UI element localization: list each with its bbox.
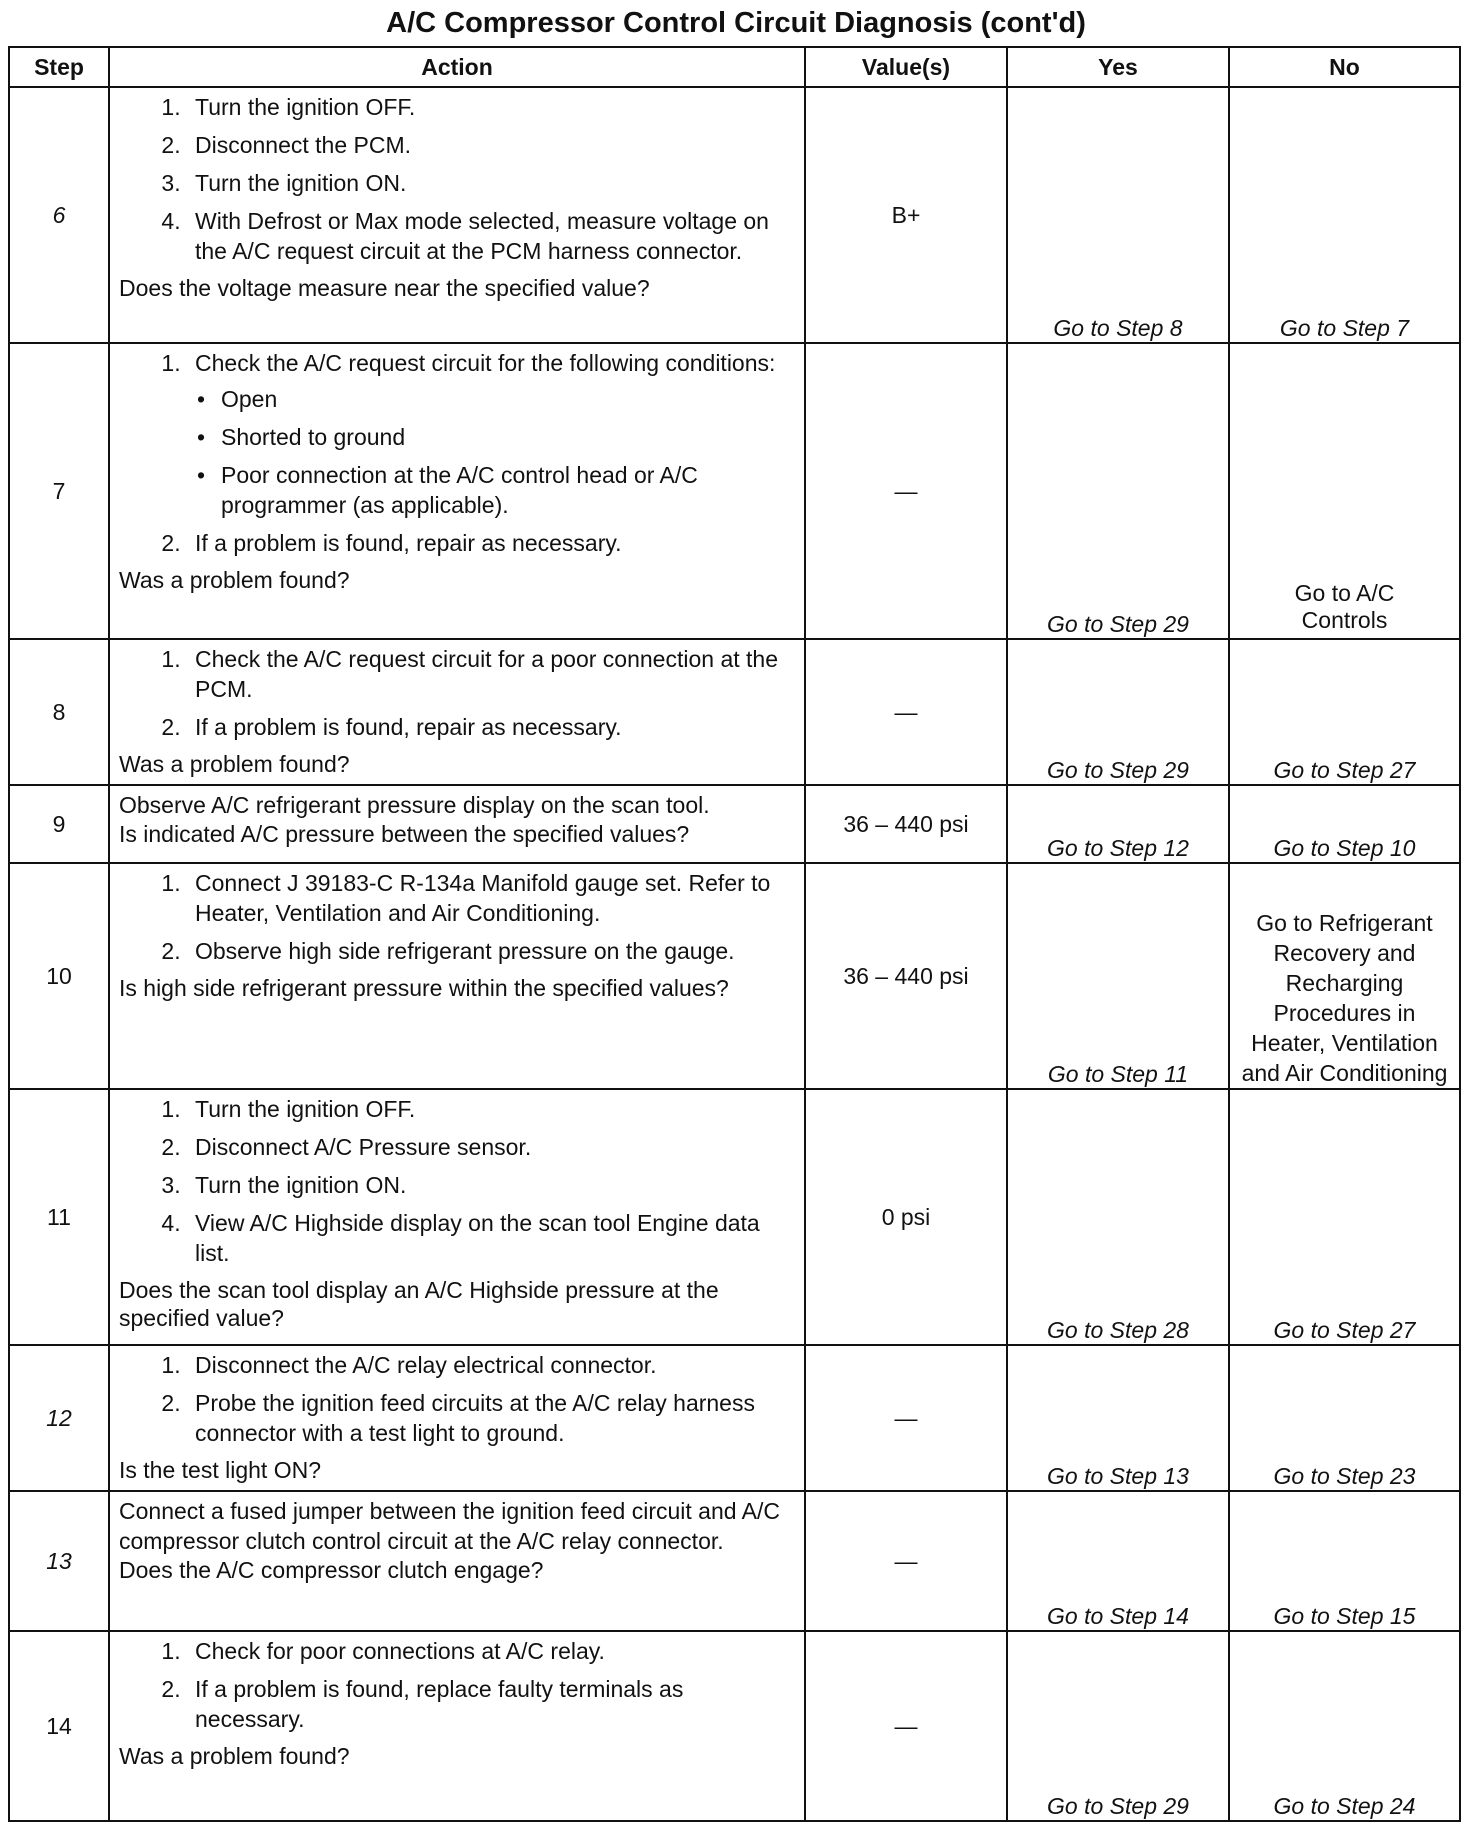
action-question: Does the voltage measure near the specified value? bbox=[119, 275, 650, 301]
table-row bbox=[9, 785, 1460, 863]
header-no: No bbox=[1229, 47, 1460, 87]
value-cell: 0 psi bbox=[805, 1089, 1007, 1345]
value-cell: — bbox=[805, 639, 1007, 785]
condition-item: • Open bbox=[195, 384, 799, 414]
table-row bbox=[9, 1491, 1460, 1631]
no-cell: Go to A/C Controls bbox=[1229, 343, 1460, 639]
value-cell: — bbox=[805, 343, 1007, 639]
header-action: Action bbox=[109, 47, 805, 87]
action-step: 4. With Defrost or Max mode selected, measure voltage on the A/C request circuit at the PCM harness connector. bbox=[187, 206, 799, 266]
yes-cell: Go to Step 13 bbox=[1007, 1345, 1229, 1491]
no-cell: Go to Step 10 bbox=[1229, 785, 1460, 863]
value-cell: 36 – 440 psi bbox=[805, 785, 1007, 863]
action-steps bbox=[115, 644, 799, 750]
action-step: 1. Disconnect the A/C relay electrical connector. bbox=[187, 1350, 799, 1380]
value-cell: — bbox=[805, 1631, 1007, 1821]
action-step: 2. If a problem is found, repair as necessary. bbox=[187, 712, 799, 742]
action-cell bbox=[109, 639, 805, 785]
action-cell bbox=[109, 343, 805, 639]
no-cell: Go to Step 27 bbox=[1229, 1089, 1460, 1345]
action-step: 2. If a problem is found, repair as necessary. bbox=[187, 528, 799, 558]
diagnosis-table bbox=[8, 46, 1461, 1822]
action-step: 1. Turn the ignition OFF. bbox=[187, 1094, 799, 1124]
page-title: A/C Compressor Control Circuit Diagnosis (cont'd) bbox=[386, 7, 1086, 39]
value-cell: — bbox=[805, 1345, 1007, 1491]
step-number: 14 bbox=[9, 1631, 109, 1821]
step-number: 6 bbox=[9, 87, 109, 343]
action-step: 3. Turn the ignition ON. bbox=[187, 168, 799, 198]
action-steps bbox=[115, 92, 799, 274]
condition-list bbox=[195, 384, 799, 520]
action-question: Is indicated A/C pressure between the specified values? bbox=[119, 821, 690, 847]
header-values: Value(s) bbox=[805, 47, 1007, 87]
action-step: 1. Check for poor connections at A/C relay. bbox=[187, 1636, 799, 1666]
action-cell bbox=[109, 863, 805, 1089]
action-steps bbox=[115, 1636, 799, 1742]
action-question: Was a problem found? bbox=[119, 567, 350, 593]
step-number: 7 bbox=[9, 343, 109, 639]
no-cell: Go to Step 7 bbox=[1229, 87, 1460, 343]
table-row bbox=[9, 1089, 1460, 1345]
table-row bbox=[9, 1631, 1460, 1821]
action-step: 2. Disconnect the PCM. bbox=[187, 130, 799, 160]
action-question: Was a problem found? bbox=[119, 751, 350, 777]
action-step-text: Check the A/C request circuit for the following conditions: bbox=[195, 350, 776, 376]
yes-cell: Go to Step 12 bbox=[1007, 785, 1229, 863]
action-cell bbox=[109, 1345, 805, 1491]
action-cell bbox=[109, 1089, 805, 1345]
action-cell bbox=[109, 1491, 805, 1631]
value-cell: 36 – 440 psi bbox=[805, 863, 1007, 1089]
action-step: 1. Connect J 39183-C R-134a Manifold gauge set. Refer to Heater, Ventilation and Air Conditioning. bbox=[187, 868, 799, 928]
action-step: 3. Turn the ignition ON. bbox=[187, 1170, 799, 1200]
step-number: 12 bbox=[9, 1345, 109, 1491]
action-step: 2. If a problem is found, replace faulty terminals as necessary. bbox=[187, 1674, 799, 1734]
action-question: Does the A/C compressor clutch engage? bbox=[119, 1557, 544, 1583]
header-step: Step bbox=[9, 47, 109, 87]
table-row bbox=[9, 87, 1460, 343]
action-step: 2. Observe high side refrigerant pressure on the gauge. bbox=[187, 936, 799, 966]
no-cell: Go to Refrigerant Recovery and Recharging Procedures in Heater, Ventilation and Air Conditioning bbox=[1229, 863, 1460, 1089]
action-steps bbox=[115, 1350, 799, 1456]
yes-cell: Go to Step 14 bbox=[1007, 1491, 1229, 1631]
yes-cell: Go to Step 29 bbox=[1007, 1631, 1229, 1821]
step-number: 10 bbox=[9, 863, 109, 1089]
condition-item: • Poor connection at the A/C control head or A/C programmer (as applicable). bbox=[195, 460, 799, 520]
action-step: 2. Disconnect A/C Pressure sensor. bbox=[187, 1132, 799, 1162]
action-cell bbox=[109, 1631, 805, 1821]
action-steps bbox=[115, 348, 799, 566]
no-cell: Go to Step 23 bbox=[1229, 1345, 1460, 1491]
value-cell: — bbox=[805, 1491, 1007, 1631]
yes-cell: Go to Step 28 bbox=[1007, 1089, 1229, 1345]
action-step: 1. Turn the ignition OFF. bbox=[187, 92, 799, 122]
value-cell: B+ bbox=[805, 87, 1007, 343]
action-question: Was a problem found? bbox=[119, 1743, 350, 1769]
action-question: Is the test light ON? bbox=[119, 1457, 321, 1483]
action-text: Observe A/C refrigerant pressure display on the scan tool. bbox=[119, 792, 710, 818]
condition-item: • Shorted to ground bbox=[195, 422, 799, 452]
action-question: Is high side refrigerant pressure within the specified values? bbox=[119, 975, 729, 1001]
yes-cell: Go to Step 8 bbox=[1007, 87, 1229, 343]
yes-cell: Go to Step 29 bbox=[1007, 639, 1229, 785]
header-row bbox=[9, 47, 1460, 87]
action-cell bbox=[109, 785, 805, 863]
yes-cell: Go to Step 29 bbox=[1007, 343, 1229, 639]
step-number: 13 bbox=[9, 1491, 109, 1631]
action-steps bbox=[115, 868, 799, 966]
no-cell: Go to Step 27 bbox=[1229, 639, 1460, 785]
header-yes: Yes bbox=[1007, 47, 1229, 87]
step-number: 11 bbox=[9, 1089, 109, 1345]
table-row bbox=[9, 1345, 1460, 1491]
action-step: 2. Probe the ignition feed circuits at the A/C relay harness connector with a test light to ground. bbox=[187, 1388, 799, 1448]
action-step: 4. View A/C Highside display on the scan tool Engine data list. bbox=[187, 1208, 799, 1268]
step-number: 8 bbox=[9, 639, 109, 785]
no-cell: Go to Step 24 bbox=[1229, 1631, 1460, 1821]
table-row bbox=[9, 343, 1460, 639]
action-text: Connect a fused jumper between the ignition feed circuit and A/C compressor clutch control circuit at the A/C relay connector. bbox=[119, 1498, 781, 1554]
yes-cell: Go to Step 11 bbox=[1007, 863, 1229, 1089]
action-question: Does the scan tool display an A/C Highside pressure at the specified value? bbox=[119, 1277, 719, 1331]
action-cell bbox=[109, 87, 805, 343]
step-number: 9 bbox=[9, 785, 109, 863]
action-steps bbox=[115, 1094, 799, 1276]
no-cell: Go to Step 15 bbox=[1229, 1491, 1460, 1631]
table-row bbox=[9, 863, 1460, 1089]
table-row bbox=[9, 639, 1460, 785]
action-step: 1. Check the A/C request circuit for a poor connection at the PCM. bbox=[187, 644, 799, 704]
action-step bbox=[187, 348, 799, 520]
